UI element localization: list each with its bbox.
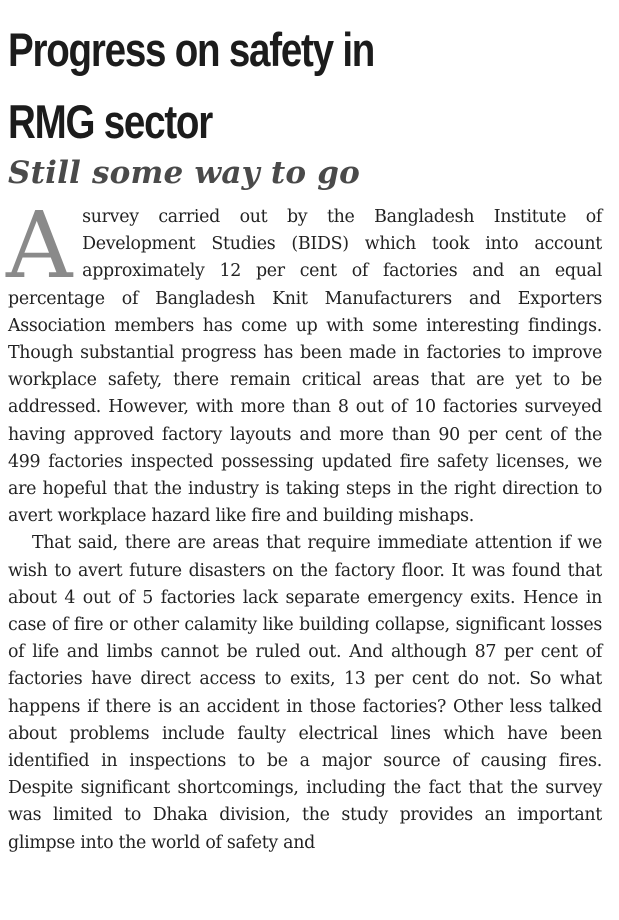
paragraph-1 bbox=[6, 192, 602, 530]
paragraph-2: That said, there are areas that require immediate attention if we wish to avert future disasters on the factory floor. It was found that about 4 out of 5 factories lack separate emergency exits. Hence in case of fire or other calamity like building collapse, significant losses of life and limbs cannot be ruled out. And although 87 per cent of factories have direct access to exits, 13 per cent do not. So what happens if there is an accident in those factories? Other less talked about problems include faulty electrical lines which have been identified in inspections to be a major source of causing fires. Despite significant shortcomings, including the fact that the survey was limited to Dhaka division, the study provides an important glimpse into the world of safety and bbox=[8, 533, 602, 853]
paragraph-1-text: survey carried out by the Bangladesh Institute of Development Studies (BIDS) which took into account approximately 12 per cent of factories and an equal percentage of Bangladesh Knit Manufacturers and Exporters Association members has come up with some interesting findings. Though substantial progress has been made in factories to improve workplace safety, there remain critical areas that are yet to be addressed. However, with more than 8 out of 10 factories surveyed having approved factory layouts and more than 90 per cent of the 499 factories inspected possessing updated fire safety licenses, we are hopeful that the industry is taking steps in the right direction to avert workplace hazard like fire and building mishaps. bbox=[8, 207, 602, 527]
headline bbox=[8, 14, 500, 158]
article-body bbox=[6, 192, 602, 857]
headline-line-2: RMG sector bbox=[8, 95, 213, 148]
headline-line-1: Progress on safety in bbox=[8, 23, 375, 76]
subheadline: Still some way to go bbox=[8, 155, 360, 191]
drop-cap: A bbox=[6, 192, 73, 299]
